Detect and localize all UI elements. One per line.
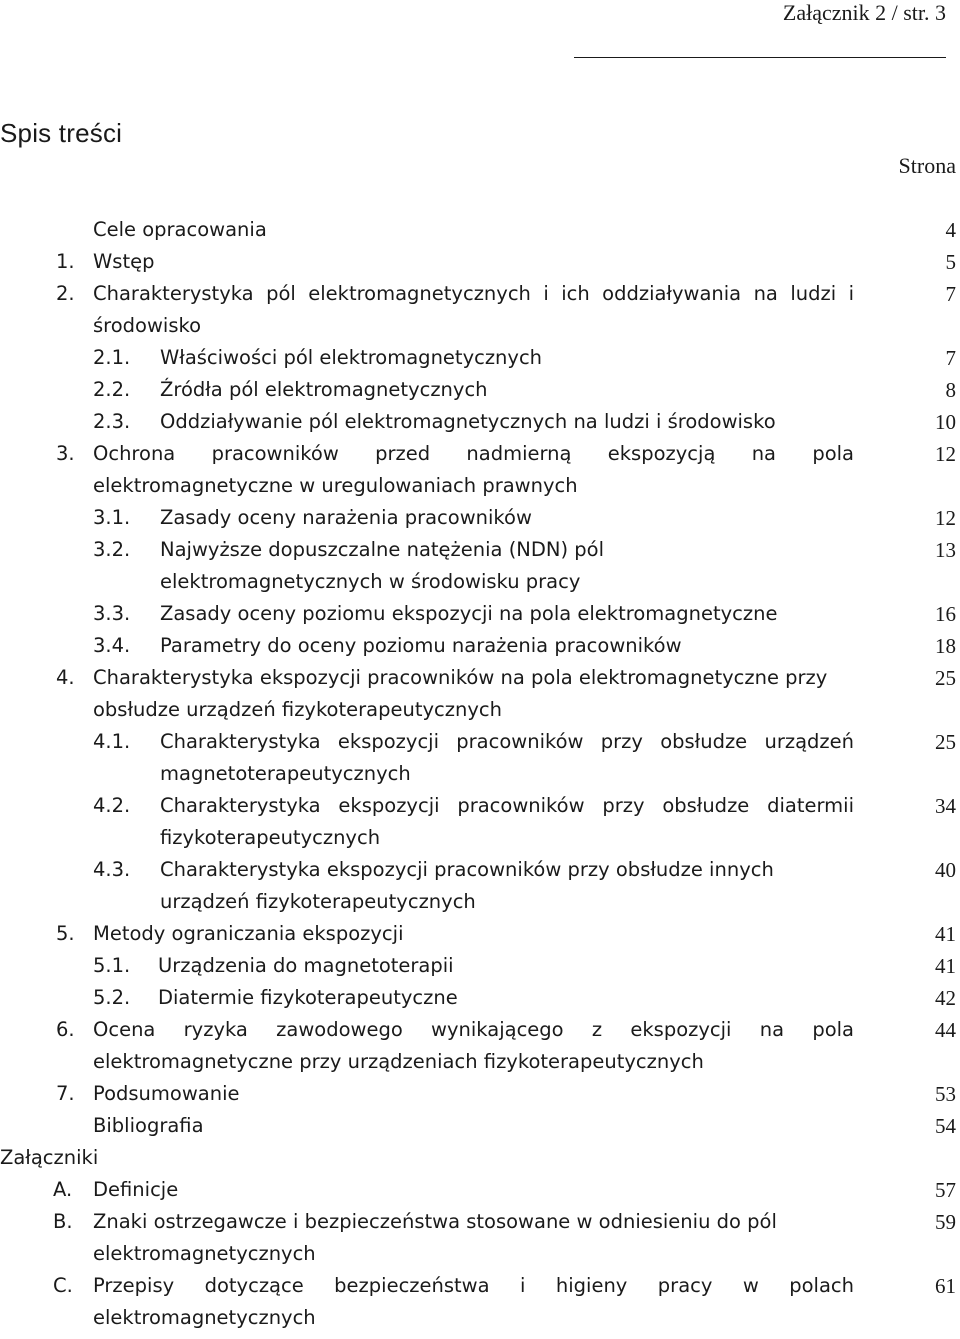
toc-entry-page: 4 — [945, 218, 956, 242]
toc-entry-number: 3.2. — [93, 538, 131, 561]
toc-entry[interactable] — [0, 502, 960, 534]
toc-entry[interactable] — [0, 918, 960, 950]
toc-entry-text: Charakterystyka ekspozycji pracowników przy obsłudze innych urządzeń fizykoterapeutycznych — [160, 858, 774, 913]
toc-entry-page: 25 — [935, 666, 956, 690]
toc-entry[interactable] — [0, 726, 960, 790]
toc-entry-page: 8 — [945, 378, 956, 402]
toc-entry-number: 7. — [56, 1082, 75, 1105]
toc-entry-page: 54 — [935, 1114, 956, 1138]
toc-entry[interactable] — [0, 278, 960, 342]
toc-entry-text: Źródła pól elektromagnetycznych — [160, 378, 488, 401]
toc-entry-page: 34 — [935, 794, 956, 818]
toc-entry-number: 1. — [56, 250, 75, 273]
header-rule — [574, 57, 946, 58]
toc-entry[interactable] — [0, 598, 960, 630]
toc-entry-number: 3. — [56, 442, 75, 465]
toc-entry-page: 59 — [935, 1210, 956, 1234]
toc-entry[interactable] — [0, 1270, 960, 1334]
toc-entry-page: 61 — [935, 1274, 956, 1298]
toc-entry-number: 6. — [56, 1018, 75, 1041]
toc-entry[interactable] — [0, 950, 960, 982]
toc-entry-number: A. — [53, 1178, 73, 1201]
toc-entry-text: Ochrona pracowników przed nadmierną ekspozycją na pola elektromagnetyczne w uregulowaniach prawnych — [93, 442, 854, 497]
toc-entry-text: Przepisy dotyczące bezpieczeństwa i higieny pracy w polach elektromagnetycznych — [93, 1274, 854, 1329]
appendix-heading-text: Załączniki — [0, 1146, 99, 1169]
toc-entry-page: 57 — [935, 1178, 956, 1202]
toc-entry-text: Najwyższe dopuszczalne natężenia (NDN) pól elektromagnetycznych w środowisku pracy — [160, 538, 605, 593]
toc-entry-number: 4.3. — [93, 858, 131, 881]
toc-entry-page: 7 — [945, 282, 956, 306]
toc-entry-text: Diatermie fizykoterapeutyczne — [158, 986, 458, 1009]
toc-entry-number: 4.2. — [93, 794, 131, 817]
toc-entry-text: Charakterystyka ekspozycji pracowników na pola elektromagnetyczne przy obsłudze urządzeń fizykoterapeutycznych — [93, 666, 828, 721]
toc-entry-page: 13 — [935, 538, 956, 562]
toc-entry-page: 16 — [935, 602, 956, 626]
toc-entry-number: 3.3. — [93, 602, 131, 625]
toc-entry-page: 42 — [935, 986, 956, 1010]
toc-entry-text: Metody ograniczania ekspozycji — [93, 922, 404, 945]
toc-entry[interactable] — [0, 406, 960, 438]
toc-entry[interactable] — [0, 246, 960, 278]
toc-entry-number: 4. — [56, 666, 75, 689]
toc-entry-text: Właściwości pól elektromagnetycznych — [160, 346, 543, 369]
toc-entry-text: Zasady oceny poziomu ekspozycji na pola elektromagnetyczne — [160, 602, 778, 625]
toc-entry-number: 3.4. — [93, 634, 131, 657]
toc-entry[interactable] — [0, 342, 960, 374]
toc-entry[interactable] — [0, 854, 960, 918]
toc-entry-page: 53 — [935, 1082, 956, 1106]
toc-entry[interactable] — [0, 1206, 960, 1270]
toc-entry-page: 18 — [935, 634, 956, 658]
page-column-label: Strona — [898, 153, 956, 178]
toc-entry-page: 12 — [935, 442, 956, 466]
toc-entry-number: 3.1. — [93, 506, 131, 529]
toc-entry-page: 5 — [945, 250, 956, 274]
toc-entry-text: Ocena ryzyka zawodowego wynikającego z ekspozycji na pola elektromagnetyczne przy urządzeniach fizykoterapeutycznych — [93, 1018, 854, 1073]
toc-entry-text: Podsumowanie — [93, 1082, 240, 1105]
toc-entry[interactable] — [0, 790, 960, 854]
toc-entry-page: 12 — [935, 506, 956, 530]
toc-entry-text: Urządzenia do magnetoterapii — [158, 954, 454, 977]
appendix-heading — [0, 1142, 960, 1174]
toc-entry[interactable] — [0, 662, 960, 726]
toc-entry-number: 5.2. — [93, 986, 131, 1009]
toc-entry[interactable] — [0, 374, 960, 406]
toc-entry[interactable] — [0, 534, 960, 598]
page-header: Załącznik 2 / str. 3 — [782, 0, 946, 25]
toc-entry-text: Charakterystyka ekspozycji pracowników przy obsłudze urządzeń magnetoterapeutycznych — [160, 730, 854, 785]
toc-entry[interactable] — [0, 1078, 960, 1110]
toc-entry[interactable] — [0, 982, 960, 1014]
toc-entry-text: Zasady oceny narażenia pracowników — [160, 506, 532, 529]
toc-entry-text: Bibliografia — [93, 1114, 204, 1137]
toc-title: Spis treści — [0, 118, 123, 148]
toc-entry-page: 25 — [935, 730, 956, 754]
toc-entry[interactable] — [0, 1014, 960, 1078]
toc-entry-number: 5. — [56, 922, 75, 945]
toc-entry-text: Definicje — [93, 1178, 179, 1201]
toc-entry[interactable] — [0, 214, 960, 246]
toc-entry[interactable] — [0, 438, 960, 502]
toc-entry[interactable] — [0, 1174, 960, 1206]
toc-entry-text: Wstęp — [93, 250, 155, 273]
toc-entry-number: 5.1. — [93, 954, 131, 977]
toc-entry-number: 2.3. — [93, 410, 131, 433]
toc-entry-number: 4.1. — [93, 730, 131, 753]
toc-entry-page: 10 — [935, 410, 956, 434]
toc-entry-number: C. — [53, 1274, 73, 1297]
toc-entry[interactable] — [0, 1110, 960, 1142]
toc-entry-text: Charakterystyka pól elektromagnetycznych i ich oddziaływania na ludzi i środowisko — [93, 282, 854, 337]
toc-entry-page: 41 — [935, 922, 956, 946]
toc-entry[interactable] — [0, 630, 960, 662]
table-of-contents — [0, 214, 960, 1334]
toc-entry-text: Parametry do oceny poziomu narażenia pracowników — [160, 634, 682, 657]
toc-entry-page: 41 — [935, 954, 956, 978]
toc-entry-page: 7 — [945, 346, 956, 370]
toc-entry-page: 40 — [935, 858, 956, 882]
toc-entry-page: 44 — [935, 1018, 956, 1042]
toc-entry-number: 2.2. — [93, 378, 131, 401]
toc-entry-text: Charakterystyka ekspozycji pracowników przy obsłudze diatermii fizykoterapeutycznych — [160, 794, 854, 849]
toc-entry-text: Cele opracowania — [93, 218, 267, 241]
toc-entry-number: B. — [53, 1210, 73, 1233]
toc-entry-text: Oddziaływanie pól elektromagnetycznych na ludzi i środowisko — [160, 410, 776, 433]
toc-entry-text: Znaki ostrzegawcze i bezpieczeństwa stosowane w odniesieniu do pól elektromagnetycznych — [93, 1210, 777, 1265]
toc-entry-number: 2. — [56, 282, 75, 305]
toc-entry-number: 2.1. — [93, 346, 131, 369]
